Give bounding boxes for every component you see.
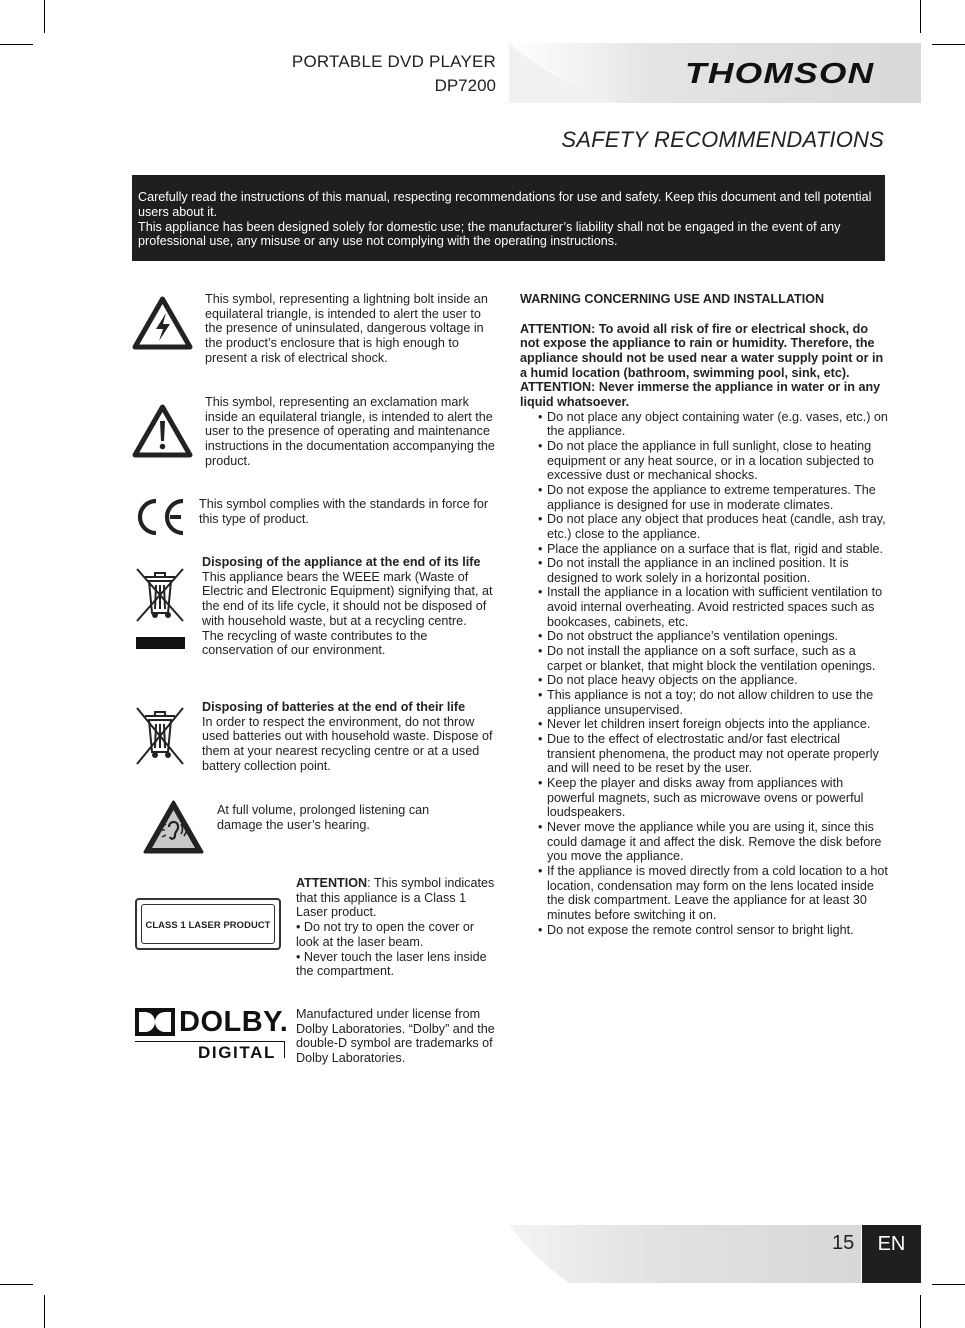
list-item: • Place the appliance on a surface that is flat, rigid and stable.	[538, 542, 888, 557]
list-item: • Do not place heavy objects on the appliance.	[538, 673, 888, 688]
crop-mark	[44, 1295, 45, 1328]
warning-list	[520, 410, 888, 938]
weee-title: Disposing of the appliance at the end of its life	[202, 555, 481, 569]
laser-bullet-2: • Never touch the laser lens inside the compartment.	[296, 949, 487, 979]
hearing-warning-icon	[142, 799, 205, 855]
weee-body-2: The recycling of waste contributes to the conservation of our environment.	[202, 628, 428, 658]
list-item: • Do not obstruct the appliance’s ventilation openings.	[538, 629, 888, 644]
ce-mark-icon	[134, 497, 188, 537]
list-item: • This appliance is not a toy; do not allow children to use the appliance unsupervised.	[538, 688, 888, 717]
attention-immersion: ATTENTION: Never immerse the appliance in water or in any liquid whatsoever.	[520, 380, 881, 409]
laser-label-text: CLASS 1 LASER PRODUCT	[141, 904, 275, 944]
battery-body: In order to respect the environment, do not throw used batteries out with household waste. Dispose of them at your nearest recycling centre or at a used battery collection point.	[202, 714, 493, 773]
intro-line-2: This appliance has been designed solely for domestic use; the manufacturer’s liability shall not be engaged in the event of any professional use, any misuse or any use not complying with the operating instructions.	[138, 219, 841, 249]
crop-mark	[0, 1284, 33, 1285]
list-item: • Do not place any object that produces heat (candle, ash tray, etc.) close to the appliance.	[538, 512, 888, 541]
list-item: • If the appliance is moved directly from a cold location to a hot location, condensation may form on the lens located inside the disk compartment. Leave the appliance for at least 30 minutes before switching it on.	[538, 864, 888, 923]
list-item: • Do not install the appliance in an inclined position. It is designed to work solely in a horizontal position.	[538, 556, 888, 585]
crop-mark	[932, 1284, 965, 1285]
list-item: • Install the appliance in a location with sufficient ventilation to avoid internal overheating. Avoid restricted spaces such as bookcases, cabinets, etc.	[538, 585, 888, 629]
page-number: 15	[832, 1232, 855, 1254]
dolby-wordmark: DOLBY.	[179, 1006, 289, 1038]
list-item: • Do not expose the remote control sensor to bright light.	[538, 923, 888, 938]
crop-mark	[44, 0, 45, 33]
lightning-warning-icon	[132, 296, 193, 350]
list-item: • Do not place any object containing water (e.g. vases, etc.) on the appliance.	[538, 410, 888, 439]
warning-heading: WARNING CONCERNING USE AND INSTALLATION	[520, 292, 825, 306]
crop-mark	[0, 44, 33, 45]
warning-section	[520, 292, 888, 937]
language-tab: EN	[862, 1225, 921, 1283]
list-item: • Never move the appliance while you are using it, since this could damage it and affect the disk. Remove the disk before you move the appliance.	[538, 820, 888, 864]
battery-bin-icon	[133, 706, 187, 768]
product-model: DP7200	[434, 76, 496, 95]
hearing-description: At full volume, prolonged listening can damage the user’s hearing.	[217, 803, 430, 832]
attention-humidity: ATTENTION: To avoid all risk of fire or electrical shock, do not expose the appliance to rain or humidity. Therefore, the appliance should not be used near a water supply point or in a humid location (bathroom, swimming pool, sink, etc).	[520, 321, 884, 380]
brand-logo: THOMSON	[685, 58, 875, 90]
list-item: • Do not install the appliance on a soft surface, such as a carpet or blanket, that might block the ventilation openings.	[538, 644, 888, 673]
dolby-digital-logo	[135, 1006, 289, 1064]
footer-band	[509, 1225, 861, 1283]
crop-mark	[932, 44, 965, 45]
list-item: • Keep the player and disks away from appliances with powerful magnets, such as microwave ovens or powerful loudspeakers.	[538, 776, 888, 820]
laser-product-label	[135, 898, 281, 950]
battery-description	[202, 700, 498, 774]
laser-bullet-1: • Do not try to open the cover or look at the laser beam.	[296, 920, 475, 949]
ce-description: This symbol complies with the standards in force for this type of product.	[199, 497, 489, 526]
exclamation-warning-icon	[132, 404, 193, 458]
dolby-description: Manufactured under license from Dolby Laboratories. “Dolby” and the double-D symbol are trademarks of Dolby Laboratories.	[296, 1007, 495, 1066]
battery-title: Disposing of batteries at the end of their life	[202, 700, 466, 714]
list-item: • Never let children insert foreign objects into the appliance.	[538, 717, 888, 732]
weee-description	[202, 555, 498, 658]
weee-bin-icon	[133, 563, 187, 651]
intro-line-1: Carefully read the instructions of this manual, respecting recommendations for use and safety. Keep this document and tell potential users about it.	[138, 190, 872, 219]
list-item: • Do not place the appliance in full sunlight, close to heating equipment or any heat source, or in a location subjected to excessive dust or mechanical shocks.	[538, 439, 888, 483]
list-item: • Due to the effect of electrostatic and/or fast electrical transient phenomena, the product may not operate properly and will need to be reset by the user.	[538, 732, 888, 776]
lightning-description: This symbol, representing a lightning bolt inside an equilateral triangle, is intended to alert the user to the presence of uninsulated, dangerous voltage in the product’s enclosure that is high enough to present a risk of electrical shock.	[205, 292, 488, 365]
exclamation-description: This symbol, representing an exclamation mark inside an equilateral triangle, is intended to alert the user to the presence of operating and maintenance instructions in the documentation accompanying the product.	[205, 395, 495, 468]
laser-attention: ATTENTION	[296, 876, 368, 890]
laser-description	[296, 876, 498, 979]
double-d-icon	[135, 1008, 175, 1038]
page-title: SAFETY RECOMMENDATIONS	[561, 127, 884, 152]
list-item: • Do not expose the appliance to extreme temperatures. The appliance is designed for use in moderate climates.	[538, 483, 888, 512]
crop-mark	[920, 0, 921, 33]
weee-body: This appliance bears the WEEE mark (Waste of Electric and Electronic Equipment) signifying that, at the end of its life cycle, it should not be disposed of with household waste, but at a recycling centre.	[202, 569, 493, 628]
crop-mark	[920, 1295, 921, 1328]
dolby-digital-text: DIGITAL	[198, 1043, 276, 1062]
laser-text: : This symbol indicates that this appliance is a Class 1 Laser product.	[296, 876, 495, 920]
product-name: PORTABLE DVD PLAYER	[291, 52, 496, 71]
intro-notice	[132, 175, 885, 261]
